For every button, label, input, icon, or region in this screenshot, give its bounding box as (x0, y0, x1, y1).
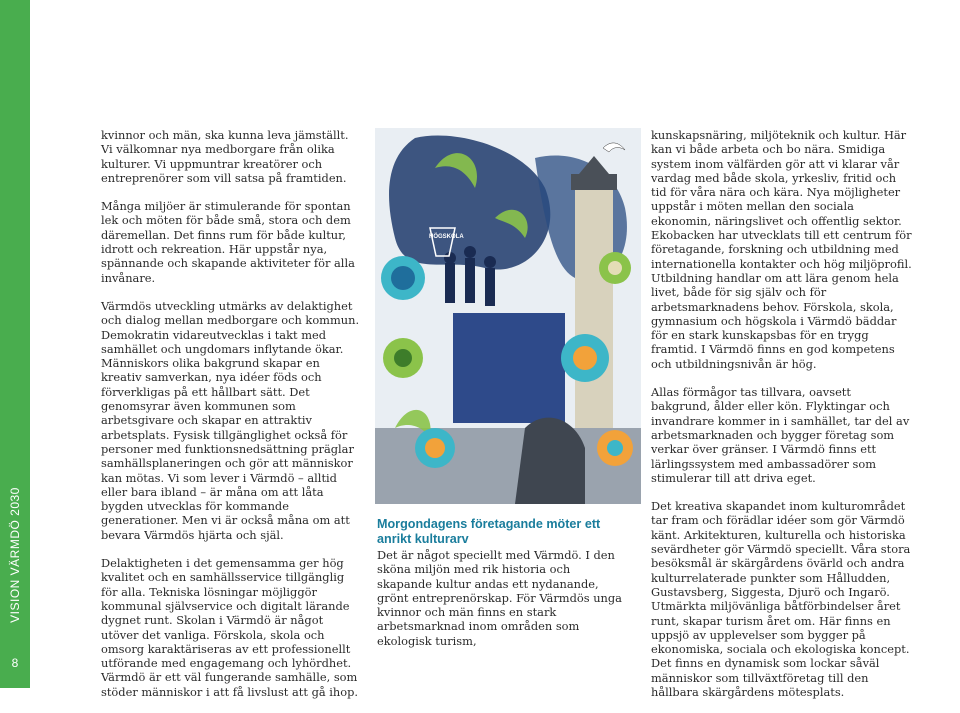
paragraph: Många miljöer är stimulerande för spontan lek och möten för både små, stora och dem däremellan. Det finns rum för både kultur, idrott och rekreation. Här uppstår nya, spännande och skapande aktiviteter för alla invånare. (101, 199, 355, 285)
artwork-label: HÖGSKOLA (429, 234, 464, 240)
left-column (101, 128, 363, 713)
middle-column (377, 517, 623, 662)
section-heading: Morgondagens företagande möter ett anrikt kulturarv (377, 517, 601, 546)
sidebar (0, 0, 30, 688)
right-column (651, 128, 913, 713)
collage-illustration (375, 128, 641, 504)
vertical-title: VISION VÄRMDÖ 2030 (8, 487, 22, 623)
paragraph: kunskapsnäring, miljöteknik och kultur. Här kan vi både arbeta och bo nära. Smidiga system inom välfärden gör att vi klarar vår vardag med både skola, yrkesliv, fritid och tid för våra nära och kära. Nya möjligheter uppstår i möten mellan den sociala ekonomin, näringslivet och offentlig sektor. Ekobacken har utvecklats till ett centrum för företagande, forskning och utbildning med internationella kontakter och hög miljöprofil. Utbildning handlar om att lära genom hela livet, både för sig själv och för arbetsmarknadens behov. Förskola, skola, gymnasium och högskola i Värmdö bäddar för en stark kunskapsbas för en trygg framtid. I Värmdö finns en god kompetens och utbildningsnivån är hög. (651, 128, 912, 371)
paragraph: Det är något speciellt med Värmdö. I den sköna miljön med rik historia och skapande kultur andas ett nydanande, grönt entreprenörskap. För Värmdös unga kvinnor och män finns en stark arbetsmarknad inom områden som ekologisk turism, (377, 548, 622, 648)
collage-svg (375, 128, 641, 504)
paragraph: Delaktigheten i det gemensamma ger hög kvalitet och en samhällsservice tillgänglig för alla. Tekniska lösningar möjliggör kommunal självservice och digitalt lärande dygnet runt. Skolan i Värmdö är något utöver det vanliga. Förskola, skola och omsorg karaktäriseras av ett professionellt utförande med engagemang och lyhördhet. Värmdö är ett väl fungerande samhälle, som stöder människor i att få livslust att gå ihop. (101, 556, 359, 699)
paragraph: Allas förmågor tas tillvara, oavsett bakgrund, ålder eller kön. Flyktingar och invandrare kommer in i samhället, tar del av arbetsmarknaden och bygger företag som verkar över gränser. I Värmdö finns ett lärlingssystem med ambassadörer som stimulerar till att driva eget. (651, 385, 910, 485)
paragraph: kvinnor och män, ska kunna leva jämställt. Vi välkomnar nya medborgare från olika kulturer. Vi uppmuntrar kreatörer och entreprenörer som vill satsa på framtiden. (101, 128, 349, 185)
paragraph: Det kreativa skapandet inom kulturområdet tar fram och förädlar idéer som gör Värmdö känt. Arkitekturen, kulturella och historiska sevärdheter gör Värmdö speciellt. Våra stora besöksmål är skärgårdens övärld och andra kulturrelaterade punkter som Hålludden, Gustavsberg, Siggesta, Djurö och Ingarö. Utmärkta miljövänliga båtförbindelser året runt, skapar turism året om. Här finns en uppsjö av upplevelser som bygger på ekonomiska, sociala och ekologiska koncept. Det finns en dynamisk som lockar såväl människor som tillväxtföretag till den hållbara skärgårdens mötesplats. (651, 499, 911, 699)
page-number: 8 (11, 656, 19, 670)
paragraph: Värmdös utveckling utmärks av delaktighet och dialog mellan medborgare och kommun. Demokratin vidareutvecklas i takt med samhället och ungdomars inflytande ökar. Människors olika bakgrund skapar en kreativ samverkan, nya idéer föds och förverkligas på ett hållbart sätt. Det genomsyrar även kommunen som arbetsgivare och skapar en attraktiv arbetsplats. Fysisk tillgänglighet också för personer med funktionsnedsättning präglar samhällsplaneringen och gör att människor kan mötas. Vi som lever i Värmdö – alltid eller bara ibland – är måna om att låta bygden utvecklas för kommande generationer. Men vi är också måna om att bevara Värmdös hjärta och själ. (101, 298, 360, 542)
